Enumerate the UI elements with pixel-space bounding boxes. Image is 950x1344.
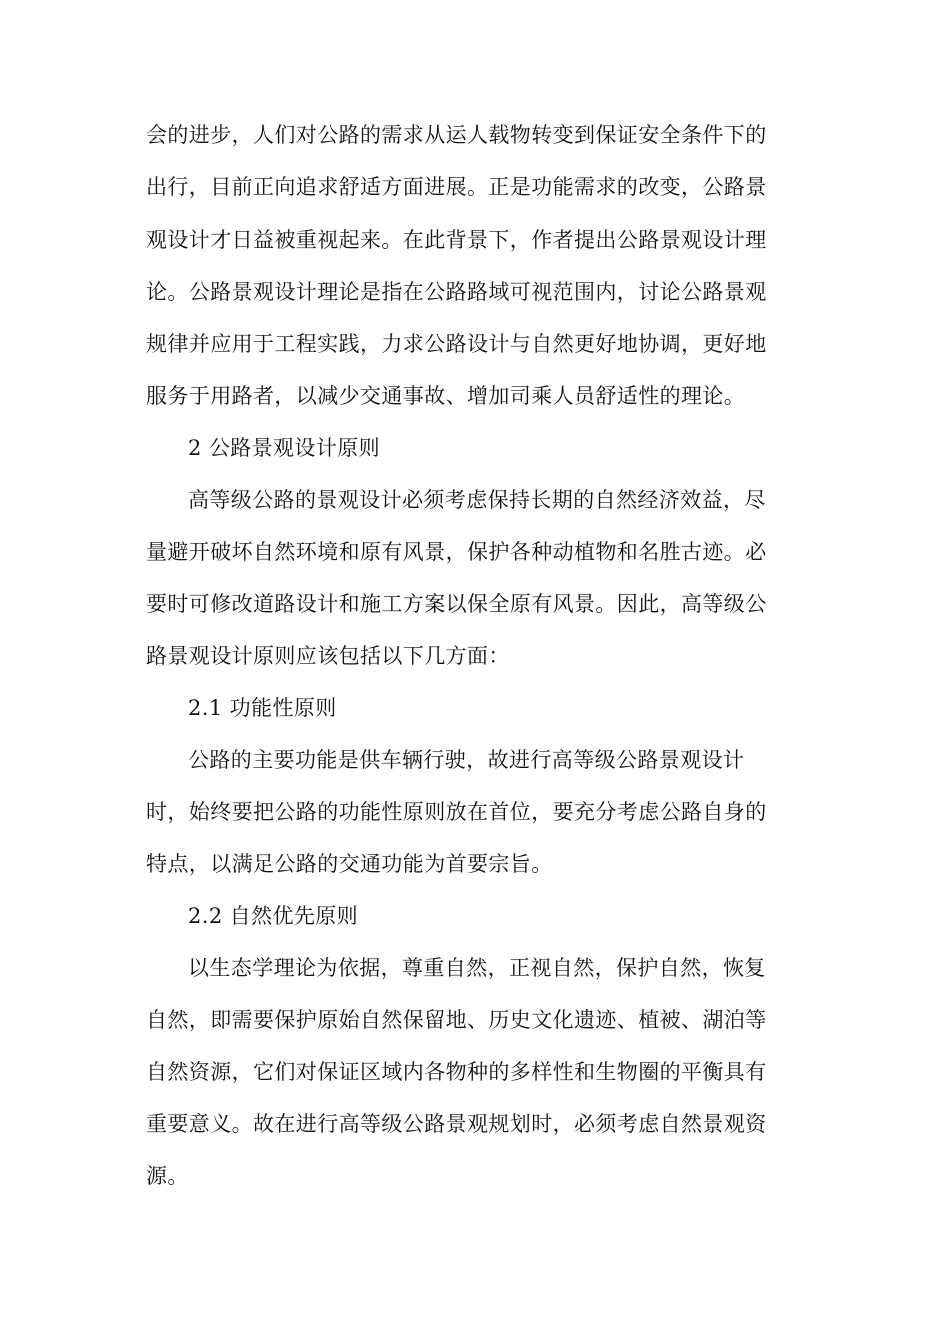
paragraph-line: 重要意义。故在进行高等级公路景观规划时，必须考虑自然景观资: [146, 1112, 767, 1136]
subsection-heading: 2.1 功能性原则: [188, 696, 337, 720]
paragraph-line: 出行，目前正向追求舒适方面进展。正是功能需求的改变，公路景: [146, 175, 767, 199]
paragraph-line: 以生态学理论为依据，尊重自然，正视自然，保护自然，恢复: [188, 956, 766, 980]
paragraph-line: 规律并应用于工程实践，力求公路设计与自然更好地协调，更好地: [146, 332, 767, 356]
paragraph-line: 论。公路景观设计理论是指在公路路域可视范围内，讨论公路景观: [146, 280, 767, 304]
paragraph-line: 自然资源，它们对保证区域内各物种的多样性和生物圈的平衡具有: [146, 1060, 767, 1084]
paragraph-line: 时，始终要把公路的功能性原则放在首位，要充分考虑公路自身的: [146, 800, 767, 824]
paragraph-line: 会的进步，人们对公路的需求从运人载物转变到保证安全条件下的: [146, 123, 767, 147]
section-heading: 2 公路景观设计原则: [188, 436, 381, 460]
paragraph-line: 观设计才日益被重视起来。在此背景下，作者提出公路景观设计理: [146, 228, 767, 252]
paragraph-line: 源。: [146, 1164, 189, 1188]
paragraph-line: 高等级公路的景观设计必须考虑保持长期的自然经济效益，尽: [188, 488, 766, 512]
paragraph-line: 自然，即需要保护原始自然保留地、历史文化遗迹、植被、湖泊等: [146, 1008, 767, 1032]
paragraph-line: 公路的主要功能是供车辆行驶，故进行高等级公路景观设计: [188, 748, 745, 772]
paragraph-line: 特点，以满足公路的交通功能为首要宗旨。: [146, 852, 553, 876]
paragraph-line: 路景观设计原则应该包括以下几方面：: [146, 644, 510, 668]
subsection-heading: 2.2 自然优先原则: [188, 904, 359, 928]
paragraph-line: 服务于用路者，以减少交通事故、增加司乘人员舒适性的理论。: [146, 384, 746, 408]
paragraph-line: 要时可修改道路设计和施工方案以保全原有风景。因此，高等级公: [146, 592, 767, 616]
paragraph-line: 量避开破坏自然环境和原有风景，保护各种动植物和名胜古迹。必: [146, 540, 767, 564]
